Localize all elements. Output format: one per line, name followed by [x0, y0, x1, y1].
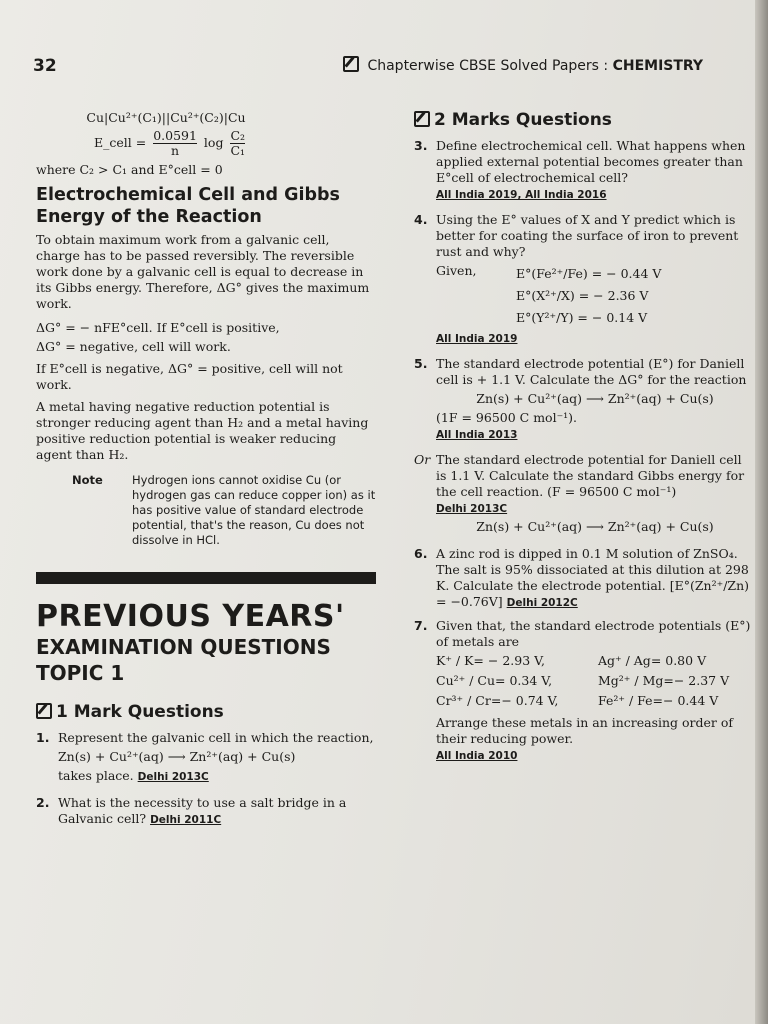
subject-title: CHEMISTRY: [612, 58, 704, 74]
note-text: Hydrogen ions cannot oxidise Cu (or hydrogen gas can reduce copper ion) as it has positive value of standard electrode potential, that's the reason, Cu does not dissolve in HCl.: [132, 473, 376, 547]
left-column: [36, 110, 376, 835]
paragraph-max-work: To obtain maximum work from a galvanic cell, charge has to be passed reversibly. The reversible work done by a galvanic cell is equal to decrease in its Gibbs energy. Therefore, ΔG° gives the maximum work.: [36, 232, 370, 311]
question-1: 1. Represent the galvanic cell in which the reaction, Zn(s) + Cu²⁺(aq) ⟶ Zn²⁺(aq) + Cu(s) takes place. Delhi 2013C: [36, 730, 374, 783]
question-5: 5. The standard electrode potential (E°) for Daniell cell is + 1.1 V. Calculate the ΔG° for the reaction Zn(s) + Cu²⁺(aq) ⟶ Zn²⁺(aq) + Cu(s) (1F = 96500 C mol⁻¹). All India 2013: [414, 356, 754, 444]
exam-tag: Delhi 2012C: [506, 597, 578, 609]
book-title: Chapterwise CBSE Solved Papers: [367, 58, 599, 74]
potential-y: E°(Y²⁺/Y) = − 0.14 V: [516, 310, 648, 325]
separator: :: [603, 58, 609, 74]
question-2: 2. What is the necessity to use a salt bridge in a Galvanic cell? Delhi 2011C: [36, 795, 347, 826]
nernst-equation: E_cell = $\frac{0.0591}{n}$ log $\frac{\text{C₂}}{\text{C₁}}$: [93, 128, 246, 158]
section-heading: Electrochemical Cell and Gibbs Energy of the Reaction: [36, 185, 340, 227]
equation-positive: If E°cell is negative, ΔG° = positive, cell will not work.: [36, 361, 343, 392]
question-5-or: Or The standard electrode potential for Daniell cell is 1.1 V. Calculate the standard Gibbs energy for the cell reaction. (F = 96500 C mol⁻¹) Delhi 2013C Zn(s) + Cu²⁺(aq) ⟶ Zn²⁺(aq) + Cu(s): [414, 452, 754, 538]
pencil-box-icon: [343, 56, 359, 72]
question-3: 3. Define electrochemical cell. What happens when applied external potential becomes greater than E°cell of electrochemical cell? All India 2019, All India 2016: [414, 138, 754, 204]
note-label: Note: [72, 473, 103, 487]
potential-x: E°(X²⁺/X) = − 2.36 V: [516, 288, 649, 303]
examination-questions-title: EXAMINATION QUESTIONS: [36, 635, 331, 659]
running-head: [343, 56, 703, 74]
cell-notation: Cu|Cu²⁺(C₁)||Cu²⁺(C₂)|Cu: [86, 110, 246, 125]
question-7: 7. Given that, the standard electrode potentials (E°) of metals are K⁺ / K= − 2.93 V, Ag⁺ / Ag= 0.80 V Cu²⁺ / Cu= 0.34 V, Mg²⁺ / Mg=− 2.37 V Cr³⁺ / Cr=− 0.74 V, Fe²⁺ / Fe=− 0.44 V Arrange these metals in an increasing order of their reducing power. All India 2010: [414, 618, 754, 765]
paragraph-reducing-agent: A metal having negative reduction potential is stronger reducing agent than H₂ and a metal having positive reduction potential is weaker reducing agent than H₂.: [36, 399, 369, 462]
previous-years-title: PREVIOUS YEARS': [36, 599, 345, 634]
equation-negative: ΔG° = negative, cell will work.: [36, 339, 231, 354]
pencil-box-icon: [36, 703, 52, 719]
equation-gibbs: ΔG° = − nFE°cell. If E°cell is positive,: [36, 320, 280, 335]
page-number: 32: [33, 56, 57, 76]
potential-fe: E°(Fe²⁺/Fe) = − 0.44 V: [516, 266, 662, 281]
exam-tag: All India 2019: [436, 333, 518, 345]
question-4: 4. Using the E° values of X and Y predict which is better for coating the surface of iron to prevent rust and why? Given, E°(Fe²⁺/Fe) = − 0.44 V E°(X²⁺/X) = − 2.36 V E°(Y²⁺/Y) = − 0.14 V All India 2019: [414, 212, 754, 348]
two-marks-heading: 2 Marks Questions: [414, 110, 754, 130]
exam-tag: Delhi 2013C: [436, 503, 508, 515]
question-6: 6. A zinc rod is dipped in 0.1 M solution of ZnSO₄. The salt is 95% dissociated at this dilution at 298 K. Calculate the electrode potential. [E°(Zn²⁺/Zn) = −0.76V] Delhi 2012C: [414, 546, 750, 609]
exam-tag: All India 2019, All India 2016: [436, 189, 607, 201]
where-line: where C₂ > C₁ and E°cell = 0: [36, 162, 223, 177]
right-column: [414, 110, 754, 773]
page-edge-shadow: [755, 0, 768, 1024]
exam-tag: Delhi 2013C: [137, 771, 209, 783]
potentials-grid: K⁺ / K= − 2.93 V, Ag⁺ / Ag= 0.80 V Cu²⁺ / Cu= 0.34 V, Mg²⁺ / Mg=− 2.37 V Cr³⁺ / Cr=− 0.74 V, Fe²⁺ / Fe=− 0.44 V: [436, 653, 730, 708]
exam-tag: Delhi 2011C: [150, 814, 222, 826]
topic-title: TOPIC 1: [36, 661, 125, 685]
one-mark-heading: 1 Mark Questions: [36, 702, 376, 722]
pencil-box-icon: [414, 111, 430, 127]
exam-tag: All India 2010: [436, 750, 518, 762]
note-block: [36, 473, 376, 548]
section-divider-bar: [36, 572, 376, 584]
exam-tag: All India 2013: [436, 429, 518, 441]
